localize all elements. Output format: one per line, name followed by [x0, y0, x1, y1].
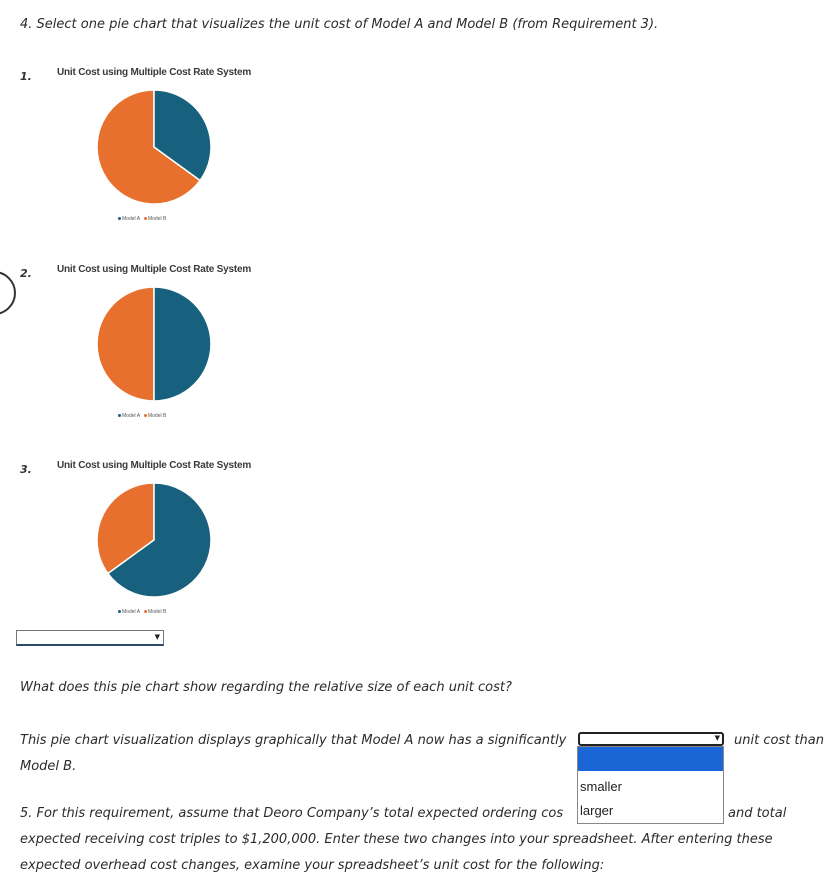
legend-model-b-label: Model B: [147, 216, 167, 222]
sentence-part-2: unit cost than: [734, 733, 824, 748]
option-3-number: 3.: [20, 463, 32, 476]
option-3-pie-chart[interactable]: [96, 482, 212, 598]
option-1-pie-chart[interactable]: [96, 89, 212, 205]
option-2-slice-model-a: [97, 287, 154, 401]
option-2-chart-title: Unit Cost using Multiple Cost Rate System: [57, 264, 252, 275]
legend-model-b-label: Model B: [147, 609, 167, 615]
sentence-part-1: This pie chart visualization displays graphically that Model A now has a significantly: [20, 733, 567, 748]
dropdown-option-smaller[interactable]: [578, 775, 723, 799]
question-4-text: 4. Select one pie chart that visualizes the unit cost of Model A and Model B (from Requirement 3).: [20, 17, 659, 32]
option-2-legend: [118, 413, 166, 419]
question-5-line-1-end: and total: [728, 806, 787, 821]
size-comparison-dropdown-list[interactable]: [577, 746, 724, 824]
option-1-number: 1.: [20, 70, 32, 83]
question-5-line-2: expected receiving cost triples to $1,200,000. Enter these two changes into your spreadsheet. After entering these: [20, 832, 773, 847]
dropdown-option-smaller-label: smaller: [580, 779, 622, 794]
legend-model-a-swatch: [118, 610, 121, 613]
legend-model-a-swatch: [118, 217, 121, 220]
legend-model-a-swatch: [118, 414, 121, 417]
pie-chart-choice-select[interactable]: [16, 630, 164, 646]
dropdown-option-larger[interactable]: [578, 799, 723, 823]
chart-meaning-question: What does this pie chart show regarding the relative size of each unit cost?: [20, 680, 512, 695]
legend-model-a-label: Model A: [122, 609, 140, 615]
option-2-number: 2.: [20, 267, 32, 280]
option-2-pie-chart[interactable]: [96, 286, 212, 402]
legend-model-b-swatch: [144, 610, 147, 613]
legend-model-b-swatch: [144, 217, 147, 220]
legend-model-a-label: Model A: [122, 413, 140, 419]
dropdown-option-larger-label: larger: [580, 803, 614, 818]
legend-model-b-label: Model B: [147, 413, 167, 419]
legend-model-a-label: Model A: [122, 216, 140, 222]
selected-option-marker[interactable]: [0, 271, 16, 315]
chevron-down-icon: ▼: [154, 633, 160, 641]
sentence-part-3: Model B.: [20, 759, 77, 774]
dropdown-option-blank[interactable]: [578, 747, 723, 771]
option-3-legend: [118, 609, 166, 615]
question-5-line-1: 5. For this requirement, assume that Deoro Company’s total expected ordering cos: [20, 806, 564, 821]
question-5-line-3: expected overhead cost changes, examine your spreadsheet’s unit cost for the following:: [20, 858, 605, 873]
legend-model-b-swatch: [144, 414, 147, 417]
option-1-legend: [118, 216, 166, 222]
chevron-down-icon: ▼: [714, 734, 720, 742]
option-2-slice-model-b: [154, 287, 211, 401]
size-comparison-select[interactable]: [578, 732, 724, 746]
option-1-chart-title: Unit Cost using Multiple Cost Rate System: [57, 67, 252, 78]
option-3-chart-title: Unit Cost using Multiple Cost Rate System: [57, 460, 252, 471]
